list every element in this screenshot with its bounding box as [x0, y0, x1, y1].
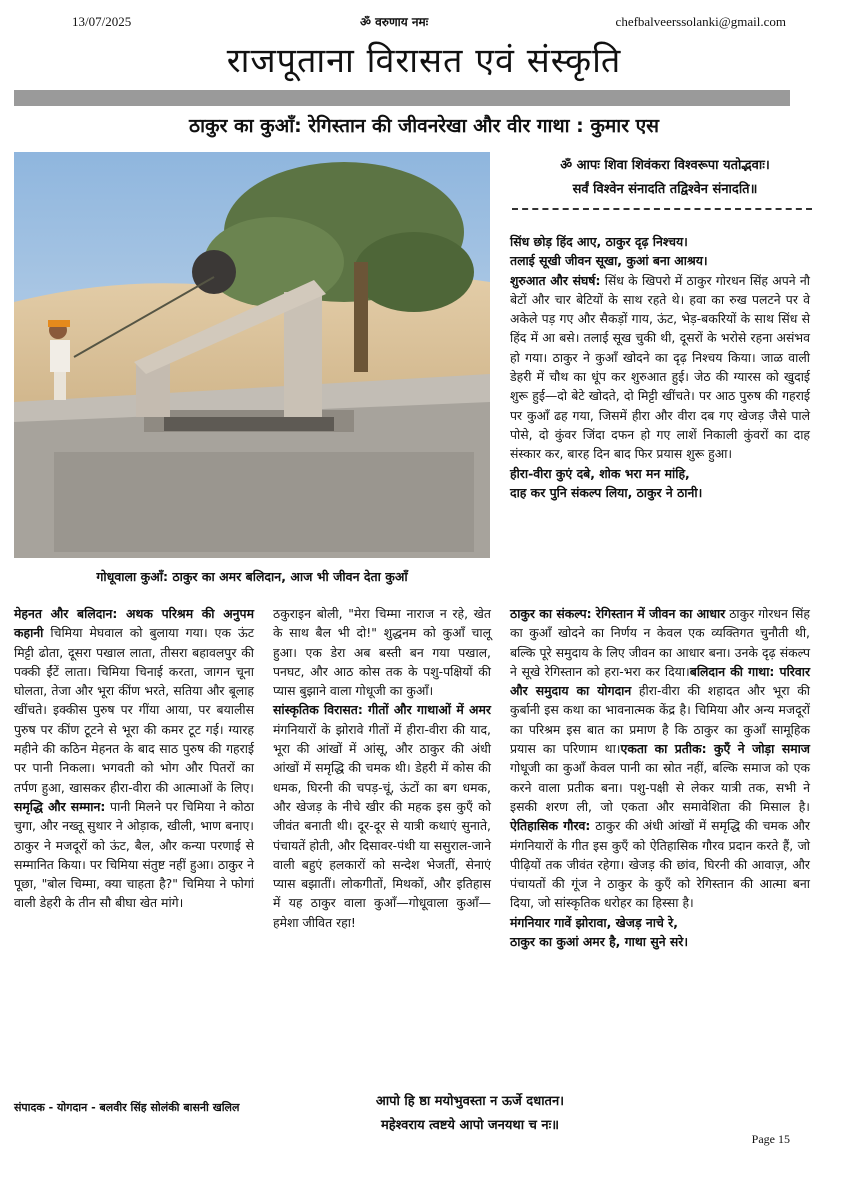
column-3 [510, 604, 810, 951]
well-photo [14, 152, 490, 558]
section-text: ठाकुर की अंधी आंखों में समृद्धि की चमक और मंगनियारों के गीत इस कुएँ को ऐतिहासिक गौरव प्रदान करते हैं, जो पीढ़ियों तक जीवंत रहेगा। खेजड़ की छांव, घिरनी की आवाज़, और पंचायतों की गूंज ने ठाकुर के कुएँ को रेगिस्तान की आत्मा बना दिया, जो सांस्कृतिक धरोहर का हिस्सा है। [510, 818, 810, 911]
section-heading: मेहनत और बलिदान: अथक परिश्रम की अनुपम कहानी [14, 606, 254, 641]
couplet-2-line1: हीरा-वीरा कुएं दबे, शोक भरा मन मांहि, [510, 465, 690, 481]
dashed-divider [512, 208, 812, 210]
section-heading: सांस्कृतिक विरासत: गीतों और गाथाओं में अमर [273, 702, 491, 718]
footer-mantra-line1: आपो हि ष्ठा मयोभुवस्ता न ऊर्जे दधातन। [375, 1094, 565, 1109]
top-mantra [500, 154, 830, 202]
section-text: ठाकुर गोरधन सिंह का कुआँ खोदने का निर्णय न केवल एक व्यक्तिगत चुनौती थी, बल्कि पूरे समुदाय के लिए जीवन का आधार बना। उनके दृढ़ संकल्प ने सूखे रेगिस्तान को हरा-भरा कर दिया। [510, 606, 810, 679]
section-heading: ऐतिहासिक गौरव: [510, 818, 591, 834]
page-number: Page 15 [751, 1132, 790, 1146]
photo-caption: गोधूवाला कुआँ: ठाकुर का अमर बलिदान, आज भी जीवन देता कुआँ [96, 569, 408, 584]
issue-date: 13/07/2025 [72, 14, 132, 29]
couplet-1-line1: सिंध छोड़ हिंद आए, ठाकुर दृढ़ निश्चय। [510, 234, 688, 249]
right-top-section [510, 232, 810, 502]
top-mantra-line1: ॐ आपः शिवा शिवंकरा विश्वरूपा यतोद्भवाः। [560, 158, 770, 173]
section-heading: समृद्धि और सम्मान: [14, 798, 106, 814]
masthead-bar [14, 90, 790, 106]
section-heading: शुरुआत और संघर्ष: [510, 272, 601, 288]
column-2 [273, 604, 491, 932]
section-text: मंगनियारों के झोरावे गीतों में हीरा-वीरा की याद, भूरा की आंखों में आंसू, और ठाकुर की अंधी आंखों में समृद्धि की चमक थी। डेहरी में कोस की धमक, घिरनी की चपड़-चूं, ऊंटों का बग धमक, और खेजड़ के नीचे खीर की महक इस कुएँ को जीवंत बनाती थी। दूर-दूर से यात्री कथाएं सुनाते, पंचायतें होती, और दिसावर-पंथी या ससुराल-जाने वाली बहुएं हलकारों को सन्देश भेजतीं, सेनाएं प्यास बझातीं। लोकगीतों, मिथकों, और इतिहास में यह ठाकुर वाला कुआँ—गोधूवाला कुआँ—हमेशा जीवित रहा! [273, 721, 491, 930]
footer-mantra-line2: महेश्वराय त्वष्टये आपो जनयथा च नः॥ [380, 1118, 560, 1133]
footer-mantra [320, 1090, 620, 1138]
masthead-title: राजपूताना विरासत एवं संस्कृति [226, 41, 622, 81]
section-text: सिंध के खिपरो में ठाकुर गोरधन सिंह अपने नौ बेटों और चार बेटियों के साथ रहते थे। हवा का रुख पलटने पर वे अकेले पड़ गए और सैकड़ों गाय, ऊंट, भेड़-बकरियों के साथ सिंध से हिंद में आ बसे। तलाई सूख चुकी थी, दूसरों के भरोसे रहना असंभव हो गया। ठाकुर ने कुआँ खोदने का दृढ़ निश्चय किया। जाळ वाली डेहरी में चौथ का धूंप कर शुरुआत हुई। जेठ की ग्यारस को खुदाई शुरू हुई—दो बेटे खोदते, दो मिट्टी खींचते। पर आठ पुरुष की गहराई पर कुआँ ढह गया, जिसमें हीरा और वीरा दब गए खेजड़ जैसे पाले पोसे, दो कुंवर जिंदा दफन हो गए लाशें निकाली कुंवरों का दाह संस्कार कर, बारह दिन बाद फिर प्रयास शुरू हुआ। [510, 272, 810, 462]
section-heading: बलिदान की गाथा: परिवार और समुदाय का योगदान [510, 663, 811, 699]
editor-credit: संपादक - योगदान - बलवीर सिंह सोलंकी बासनी खलिल [14, 1101, 240, 1114]
article-headline: ठाकुर का कुआँ: रेगिस्तान की जीवनरेखा और वीर गाथा : कुमार एस [189, 115, 659, 137]
contact-email[interactable]: chefbalveerssolanki@gmail.com [615, 14, 786, 29]
section-text: हीरा-वीरा की शहादत और भूरा की कुर्बानी इस कथा का भावनात्मक केंद्र है। चिमिया और अन्य मजदूरों का परिश्रम इस बात का प्रमाण है कि ठाकुर का कुआँ सामूहिक प्रयास का परिणाम था। [510, 683, 810, 757]
closing-couplet-line2: ठाकुर का कुआं अमर है, गाथा सुने सरे। [510, 934, 689, 950]
closing-couplet-line1: मंगनियार गावें झोरावा, खेजड़ नाचे रे, [510, 914, 678, 930]
section-text: चिमिया मेघवाल को बुलाया गया। एक ऊंट मिट्टी ढोता, दूसरा पखाल लाता, तीसरा बहावलपुर की पक्की ईंटें लाता। चिमिया चिनाई करता, जागन चूना घोलता, तेजा और भूरा कींण भरते, सतिया और बूलाह खींचते। इक्कीस पुरुष पर गींया आया, पर बयालीस पुरुष पर कींण टूटने से भूरा की कमर टूट गई। ग्यारह महीने की कठिन मेहनत के बाद साठ पुरुष की गहराई पर पानी निकला। भगवती को भोग और पितरों का तर्पण हुआ, खासकर हीरा-वीरा की आत्माओं के लिए। [14, 625, 254, 795]
header-invocation: ॐ वरुणाय नमः [360, 15, 429, 29]
top-mantra-line2: सर्वं विश्वेन संनादति तद्विश्वेन संनादति॥ [572, 182, 758, 197]
section-text: पानी मिलने पर चिमिया ने कोठा चुगा, और नख्तू सुथार ने ओड़ाक, खीली, भाण बनाए। ठाकुर ने मजदूरों को ऊंट, बैल, और कन्या परणाई से सम्मानित किया। पर चिमिया संतुष्ट नहीं हुआ। ठाकुर ने पूछा, "बोल चिम्मा, क्या चाहता है?" चिमिया ने फोगां वाली डेहरी के तीन सौ बीघा खेत मांगे। [14, 798, 254, 911]
column-1 [14, 604, 254, 913]
section-text: गोधूजी का कुआँ केवल पानी का स्रोत नहीं, बल्कि समाज को एक करने वाला प्रतीक बना। पशु-पक्षी से लेकर यात्री तक, सभी ने इसकी शरण ली, जो एकता और समावेशिता की मिसाल है। [510, 760, 810, 814]
couplet-2-line2: दाह कर पुनि संकल्प लिया, ठाकुर ने ठानी। [510, 484, 703, 500]
couplet-1-line2: तलाई सूखी जीवन सूखा, कुआं बना आश्रय। [510, 253, 708, 269]
section-heading: एकता का प्रतीक: कुएँ ने जोड़ा समाज [620, 741, 811, 757]
section-heading: ठाकुर का संकल्प: रेगिस्तान में जीवन का आधार [510, 606, 726, 621]
section-text: ठकुराइन बोली, "मेरा चिम्मा नाराज न रहे, खेत के साथ बैल भी दो!" शुद्धनम को कुआँ चालू हुआ। एक डेरा अब बस्ती बन गया पखाल, पनघट, और आठ कोस तक के पशु-पक्षियों की प्यास बुझाने वाला गोधूजी का कुआँ। [273, 606, 491, 699]
